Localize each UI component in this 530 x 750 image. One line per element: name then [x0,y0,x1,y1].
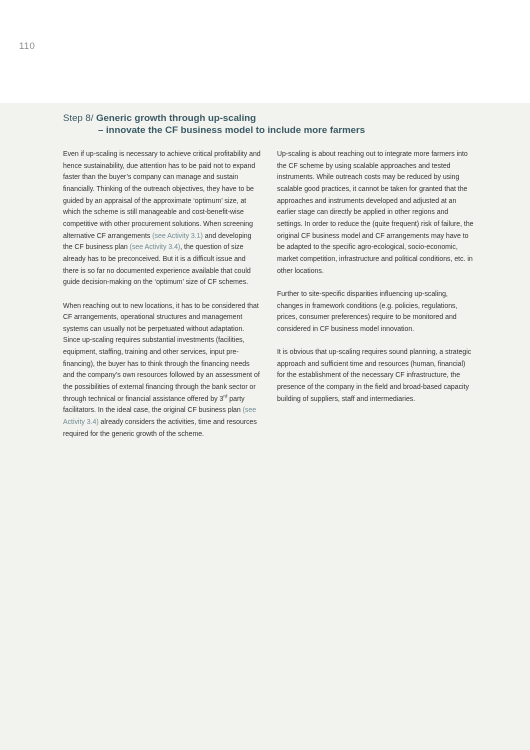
right-paragraph-1: Up-scaling is about reaching out to integrate more farmers into the CF scheme by using scalable approaches and tested instruments. While outreach costs may be reduced by using scalable good practices, it cannot be taken for granted that the approaches and instruments developed and adjusted at an earlier stage can directly be applied in other regions and settings. In order to reduce the (quite frequent) risk of failure, the original CF business model and CF arrangements may have to be adapted to the specific agro-ecological, socio-economic, market competition, infrastructure and political conditions, etc. in other locations. [277,151,474,275]
ordinal-superscript: rd [223,393,228,399]
left-p2-text-a: When reaching out to new locations, it has to be considered that CF arrangements, operational structures and management systems can usually not be perpetuated without adaptation. Since up-scaling requires substantial investments (facilities, equipment, staffing, training and other services, input pre-financing), the buyer has to think through the financing needs and the company’s own resources followed by an assessment of the possibilities of external financing through the bank sector or through technical or financial assistance offered by 3 [63,302,260,403]
left-p1-text-c: , the question of size already has to be preconceived. But it is a difficult issue and there is so far no documented experience available that could guide decision-making on the ‘optimum’ size of CF schemes. [63,244,251,287]
activity-reference: (see Activity 3.4) [63,407,257,427]
section-heading [63,113,483,137]
left-p1-text-b: and developing the CF business plan [63,232,252,252]
right-column [277,149,475,417]
page-number: 110 [19,41,36,52]
right-paragraph-2: Further to site-specific disparities influencing up-scaling, changes in framework conditions (e.g. policies, regulations, prices, consumer preferences) require to be monitored and considered in CF business model innovation. [277,290,458,333]
left-p2-text-b: party facilitators. In the ideal case, the original CF business plan [63,395,245,415]
step-label: Step 8/ [63,113,97,124]
right-paragraph-3: It is obvious that up-scaling requires sound planning, a strategic approach and sufficient time and resources (human, financial) for the establishment of the necessary CF infrastructure, the presence of the company in the field and broad-based capacity building of suppliers, staff and intermediaries. [277,349,472,403]
left-paragraph-2 [63,301,261,441]
activity-reference: (see Activity 3.4) [129,244,181,252]
left-p2-text-c: already considers the activities, time and resources required for the generic growth of the scheme. [63,419,257,438]
left-p1-text-a: Even if up-scaling is necessary to achieve critical profitability and hence sustainability, due attention has to be paid not to expand faster than the buyer’s company can manage and sustain financially. Thinking of the outreach objectives, they have to be guided by an appraisal of the approximate ‘optimum’ size, at which the scheme is still manageable and cost-benefit-wise competitive with other procurement solutions. When screening alternative CF arrangements [63,151,261,240]
heading-title-line-2: – innovate the CF business model to include more farmers [98,125,366,136]
activity-reference: (see Activity 3.1) [152,232,203,240]
left-column [63,149,261,452]
page-header-area [0,0,530,103]
left-paragraph-1 [63,149,261,289]
heading-title-line-1: Generic growth through up-scaling [96,113,256,124]
